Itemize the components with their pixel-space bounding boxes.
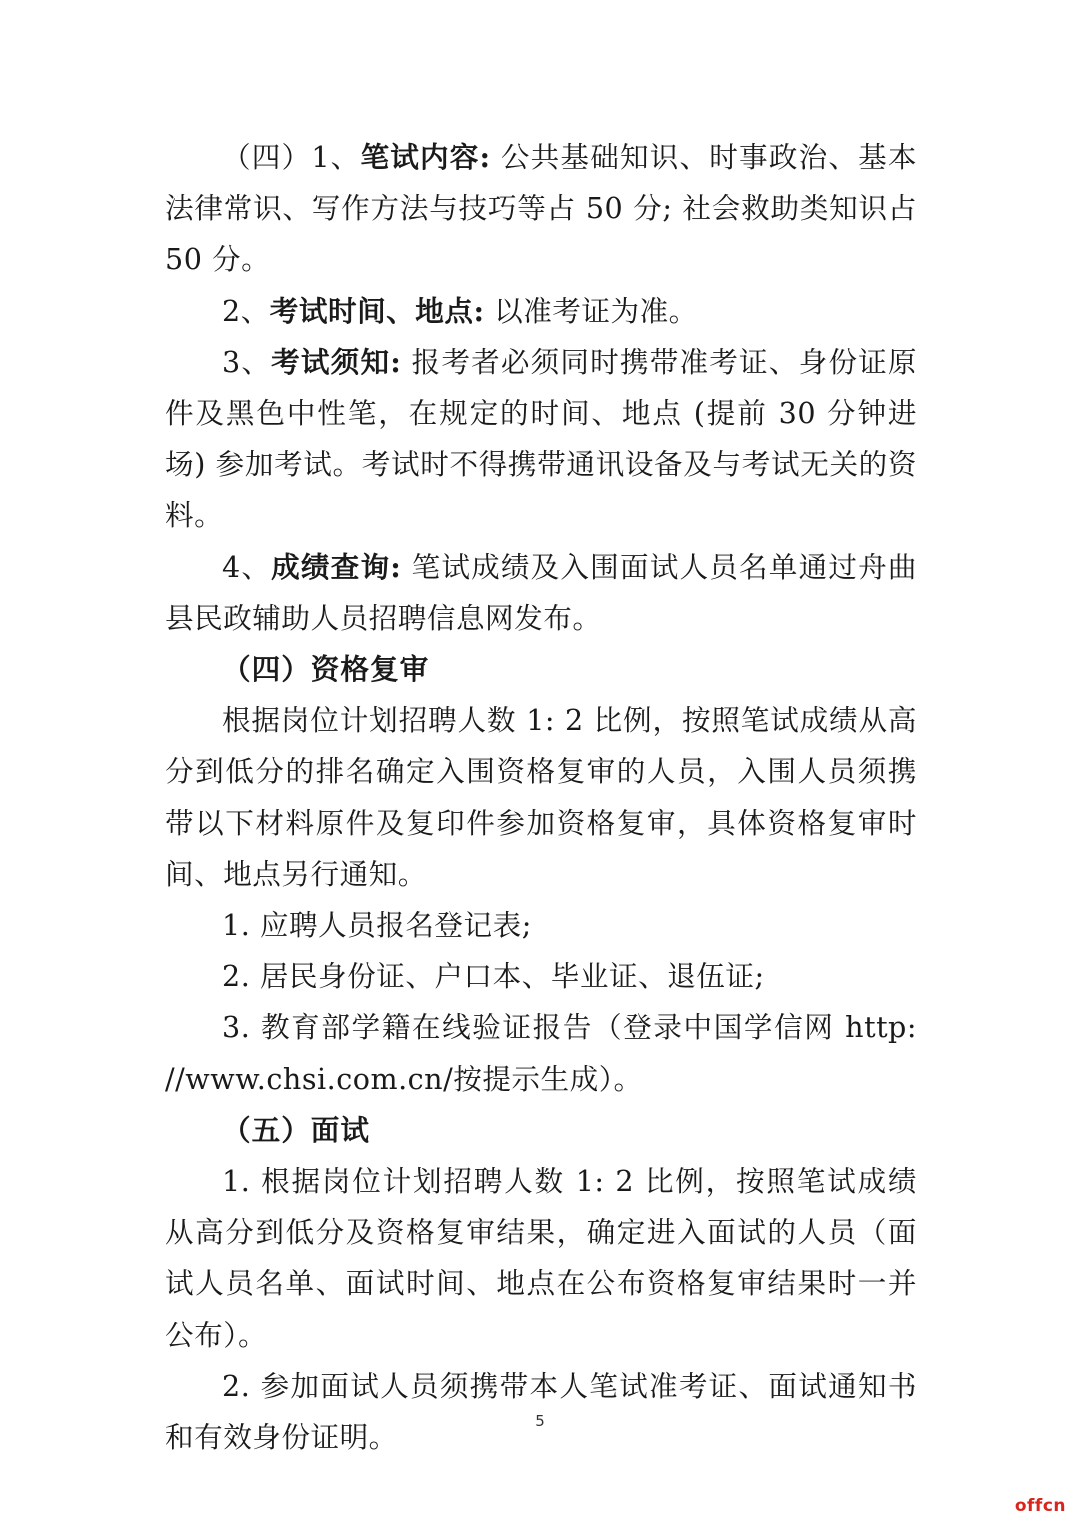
document-body bbox=[165, 132, 917, 1463]
paragraph-bold-label: 笔试内容: bbox=[360, 140, 491, 174]
paragraph-bold-label: 成绩查询: bbox=[271, 549, 402, 584]
list-item-interview-2: 2. 参加面试人员须携带本人笔试准考证、面试通知书和有效身份证明。 bbox=[165, 1368, 917, 1455]
paragraph-prefix: 2、 bbox=[222, 293, 270, 328]
paragraph-prefix: （四）1、 bbox=[222, 140, 361, 174]
section-heading-interview: （五）面试 bbox=[222, 1112, 370, 1147]
paragraph-prefix: 3、 bbox=[222, 344, 272, 379]
paragraph-text: 公共基础知识、时事政治、基本法律常识、写作方法与技巧等占 50 分; 社会救助类知识占 50 分。 bbox=[165, 140, 917, 277]
paragraph-written-exam-content bbox=[165, 132, 917, 286]
paragraph-review-intro: 根据岗位计划招聘人数 1: 2 比例，按照笔试成绩从高分到低分的排名确定入围资格复审的人员，入围人员须携带以下材料原件及复印件参加资格复审，具体资格复审时间、地点另行通知。 bbox=[165, 703, 917, 891]
paragraph-prefix: 4、 bbox=[222, 549, 272, 584]
paragraph-exam-time-place bbox=[165, 286, 917, 337]
paragraph-text: 笔试成绩及入围面试人员名单通过舟曲县民政辅助人员招聘信息网发布。 bbox=[165, 549, 917, 635]
paragraph-score-inquiry bbox=[165, 542, 917, 644]
paragraph-text: 报考者必须同时携带准考证、身份证原件及黑色中性笔，在规定的时间、地点 (提前 30 分钟进场) 参加考试。考试时不得携带通讯设备及与考试无关的资料。 bbox=[165, 344, 917, 533]
paragraph-bold-label: 考试须知: bbox=[271, 344, 402, 379]
offcn-watermark: offcn bbox=[1014, 1496, 1066, 1516]
paragraph-exam-notice bbox=[165, 337, 917, 542]
section-heading-qualification-review: （四）资格复审 bbox=[222, 652, 430, 687]
page-number: 5 bbox=[535, 1412, 545, 1430]
list-item-interview-1: 1. 根据岗位计划招聘人数 1: 2 比例，按照笔试成绩从高分到低分及资格复审结果，确定进入面试的人员（面试人员名单、面试时间、地点在公布资格复审结果时一并公布）。 bbox=[165, 1164, 917, 1352]
paragraph-bold-label: 考试时间、地点: bbox=[269, 293, 485, 328]
list-item-review-3: 3. 教育部学籍在线验证报告（登录中国学信网 http: //www.chsi.com.cn/按提示生成）。 bbox=[165, 1010, 917, 1096]
list-item-review-1: 1. 应聘人员报名登记表; bbox=[222, 908, 532, 943]
paragraph-text: 以准考证为准。 bbox=[484, 293, 698, 328]
list-item-review-2: 2. 居民身份证、户口本、毕业证、退伍证; bbox=[222, 959, 765, 994]
